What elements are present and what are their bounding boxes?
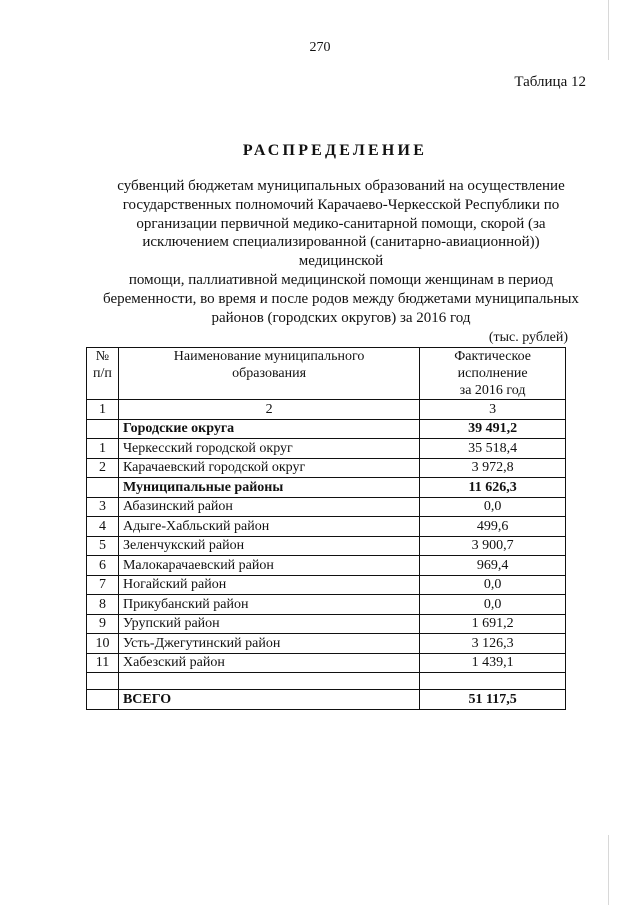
table-row xyxy=(87,517,566,537)
table-row-empty xyxy=(87,673,566,690)
table-body xyxy=(87,419,566,710)
subtitle-line: помощи, паллиативной медицинской помощи женщинам в период xyxy=(128,271,554,288)
empty-cell xyxy=(87,690,119,710)
row-name: Прикубанский район xyxy=(118,595,419,615)
row-name: Ногайский район xyxy=(118,575,419,595)
subtitle-line: исключением специализированной (санитарно-авиационной)) медицинской xyxy=(142,234,540,270)
row-name: Муниципальные районы xyxy=(118,478,419,498)
row-name: Усть-Джегутинский район xyxy=(118,634,419,654)
row-value: 969,4 xyxy=(420,556,566,576)
table-row xyxy=(87,439,566,459)
row-name: Городские округа xyxy=(118,419,419,439)
row-name: Черкесский городской округ xyxy=(118,439,419,459)
table-row xyxy=(87,653,566,673)
row-number xyxy=(87,419,119,439)
row-value: 0,0 xyxy=(420,595,566,615)
row-value: 0,0 xyxy=(420,497,566,517)
table-row xyxy=(87,536,566,556)
row-number: 9 xyxy=(87,614,119,634)
table-row xyxy=(87,614,566,634)
document-title: РАСПРЕДЕЛЕНИЕ xyxy=(242,142,428,159)
units-label: (тыс. рублей) xyxy=(488,330,568,345)
table-row xyxy=(87,595,566,615)
subtitle-line: субвенций бюджетам муниципальных образований на осуществление xyxy=(117,178,565,194)
row-name: Зеленчукский район xyxy=(118,536,419,556)
scan-edge-mark-bottom xyxy=(608,835,609,905)
column-index-row xyxy=(87,400,566,420)
row-value: 3 972,8 xyxy=(420,458,566,478)
column-index: 1 xyxy=(87,400,119,420)
row-number: 4 xyxy=(87,517,119,537)
subtitle-line: организации первичной медико-санитарной помощи, скорой (за xyxy=(136,215,546,232)
row-value: 3 126,3 xyxy=(420,634,566,654)
subtitle-line: районов (городских округов) за 2016 год xyxy=(211,309,471,326)
table-row xyxy=(87,556,566,576)
distribution-table xyxy=(86,347,566,710)
table-header-row xyxy=(87,348,566,400)
row-value: 11 626,3 xyxy=(420,478,566,498)
row-number: 2 xyxy=(87,458,119,478)
document-subtitle xyxy=(100,177,582,327)
table-row xyxy=(87,575,566,595)
row-value: 35 518,4 xyxy=(420,439,566,459)
total-label: ВСЕГО xyxy=(118,690,419,710)
row-name: Урупский район xyxy=(118,614,419,634)
subtitle-line: государственных полномочий Карачаево-Черкесской Республики по xyxy=(122,196,560,213)
empty-cell xyxy=(420,673,566,690)
column-index: 2 xyxy=(118,400,419,420)
row-value: 499,6 xyxy=(420,517,566,537)
row-name: Абазинский район xyxy=(118,497,419,517)
row-number: 5 xyxy=(87,536,119,556)
row-value: 39 491,2 xyxy=(420,419,566,439)
row-value: 3 900,7 xyxy=(420,536,566,556)
row-name: Хабезский район xyxy=(118,653,419,673)
header-name: Наименование муниципального образования xyxy=(118,348,419,400)
total-value: 51 117,5 xyxy=(420,690,566,710)
row-value: 1 439,1 xyxy=(420,653,566,673)
header-number: № п/п xyxy=(87,348,119,400)
table-row xyxy=(87,634,566,654)
header-value: Фактическое исполнение за 2016 год xyxy=(420,348,566,400)
page-number: 270 xyxy=(309,40,331,55)
empty-cell xyxy=(118,673,419,690)
row-name: Адыге-Хабльский район xyxy=(118,517,419,537)
row-number: 8 xyxy=(87,595,119,615)
row-number: 3 xyxy=(87,497,119,517)
row-value: 0,0 xyxy=(420,575,566,595)
row-number: 11 xyxy=(87,653,119,673)
table-row xyxy=(87,497,566,517)
row-name: Карачаевский городской округ xyxy=(118,458,419,478)
column-index: 3 xyxy=(420,400,566,420)
subtitle-line: беременности, во время и после родов между бюджетами муниципальных xyxy=(103,290,579,307)
row-number: 1 xyxy=(87,439,119,459)
row-name: Малокарачаевский район xyxy=(118,556,419,576)
empty-cell xyxy=(87,673,119,690)
table-row xyxy=(87,458,566,478)
table-label: Таблица 12 xyxy=(514,74,586,90)
row-number: 10 xyxy=(87,634,119,654)
table-row-group-city-districts xyxy=(87,419,566,439)
table-row-total xyxy=(87,690,566,710)
row-value: 1 691,2 xyxy=(420,614,566,634)
row-number: 6 xyxy=(87,556,119,576)
row-number xyxy=(87,478,119,498)
table-row-group-municipal-districts xyxy=(87,478,566,498)
row-number: 7 xyxy=(87,575,119,595)
